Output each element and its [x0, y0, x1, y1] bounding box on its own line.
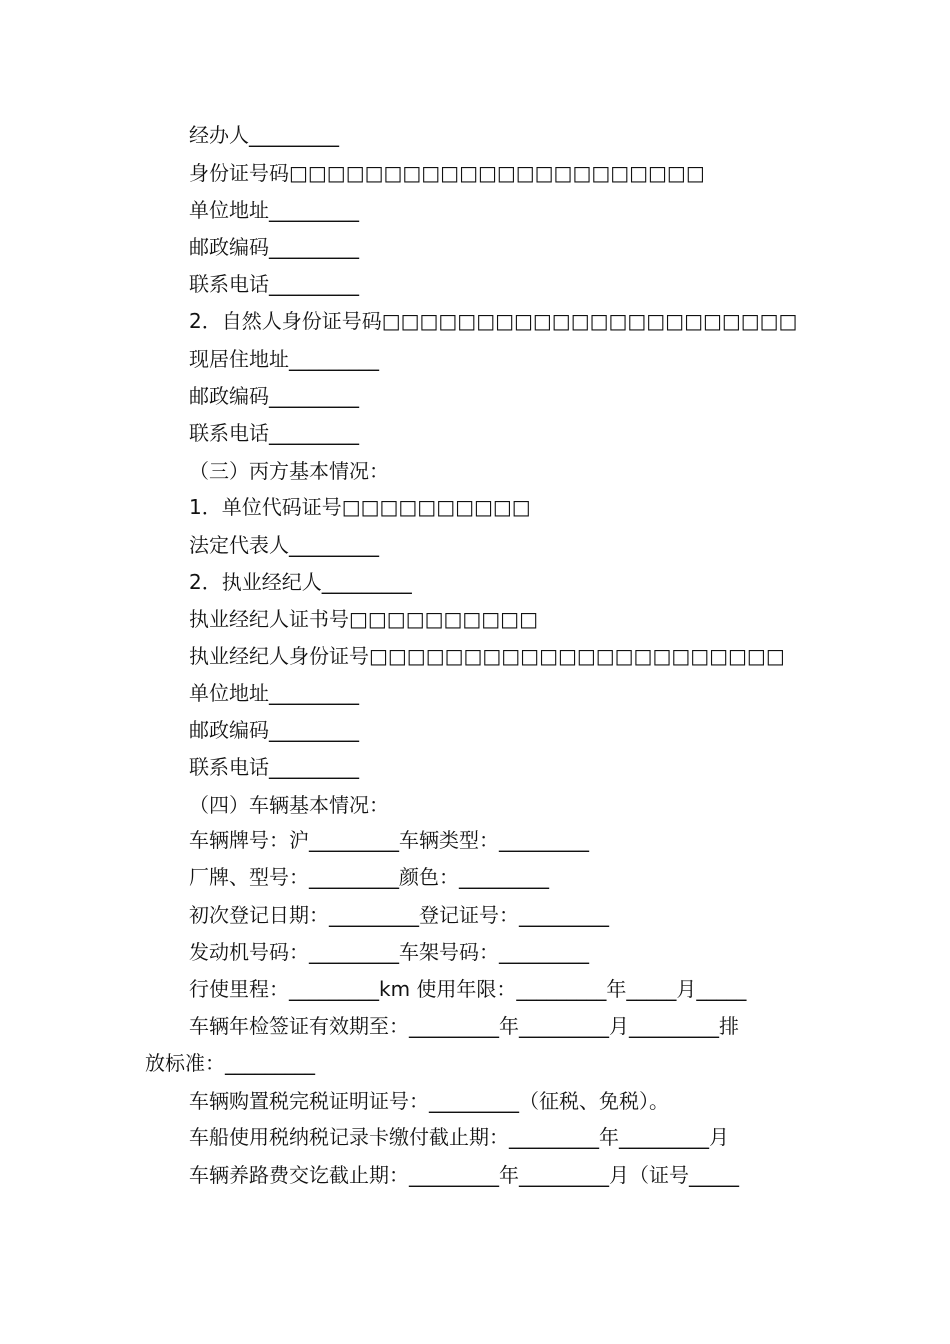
- text-line-unit-address: 单位地址_________: [189, 198, 359, 222]
- text-line-current-address: 现居住地址_________: [189, 347, 379, 371]
- text-line-phone: 联系电话_________: [189, 272, 359, 296]
- text-line-broker-cert: 执业经纪人证书号□□□□□□□□□□: [189, 607, 538, 631]
- text-line-plate-type: 车辆牌号：沪_________车辆类型：_________: [189, 828, 589, 852]
- text-line-id-number: 身份证号码□□□□□□□□□□□□□□□□□□□□□□: [189, 161, 705, 185]
- text-line-unit-address: 单位地址_________: [189, 681, 359, 705]
- text-line-broker-id: 执业经纪人身份证号□□□□□□□□□□□□□□□□□□□□□□: [189, 644, 785, 668]
- text-line-mileage: 行使里程：_________km 使用年限：_________年_____月_____: [189, 977, 747, 1001]
- text-line-phone: 联系电话_________: [189, 421, 359, 445]
- section-heading-vehicle: （四）车辆基本情况：: [189, 793, 389, 817]
- text-line-emission: 放标准：_________: [145, 1051, 315, 1075]
- text-line-phone: 联系电话_________: [189, 755, 359, 779]
- section-heading-party-c: （三）丙方基本情况：: [189, 459, 389, 483]
- text-line-unit-code: 1．单位代码证号□□□□□□□□□□: [189, 495, 531, 519]
- text-line-engine-frame: 发动机号码：_________车架号码：_________: [189, 940, 589, 964]
- text-line-legal-rep: 法定代表人_________: [189, 533, 379, 557]
- text-line-postal-code: 邮政编码_________: [189, 718, 359, 742]
- text-line-road-fee: 车辆养路费交讫截止期：_________年_________月（证号_____: [189, 1163, 739, 1187]
- text-line-postal-code: 邮政编码_________: [189, 235, 359, 259]
- text-line-purchase-tax: 车辆购置税完税证明证号：_________（征税、免税）。: [189, 1089, 669, 1113]
- text-line-brand-color: 厂牌、型号：_________颜色：_________: [189, 865, 549, 889]
- text-line-broker: 2．执业经纪人_________: [189, 570, 412, 594]
- text-line-vessel-tax: 车船使用税纳税记录卡缴付截止期：_________年_________月: [189, 1125, 729, 1149]
- text-line-handler: 经办人_________: [189, 123, 339, 147]
- text-line-natural-person-id: 2．自然人身份证号码□□□□□□□□□□□□□□□□□□□□□□: [189, 309, 798, 333]
- text-line-inspection: 车辆年检签证有效期至：_________年_________月_________排: [189, 1014, 739, 1038]
- text-line-registration: 初次登记日期：_________登记证号：_________: [189, 903, 609, 927]
- text-line-postal-code: 邮政编码_________: [189, 384, 359, 408]
